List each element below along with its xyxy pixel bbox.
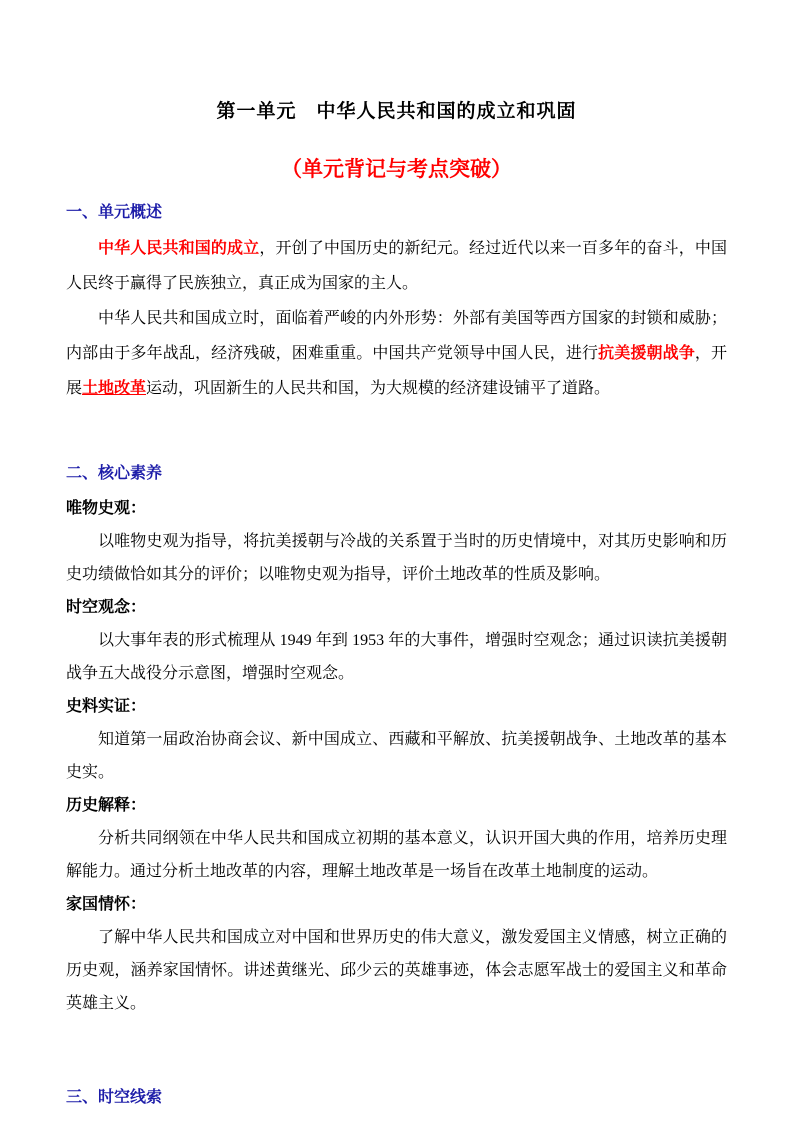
overview-paragraph-2 bbox=[66, 301, 727, 406]
section-timeline-heading: 三、时空线索 bbox=[66, 1089, 163, 1106]
core-item-text: 分析共同纲领在中华人民共和国成立初期的基本意义，认识开国大典的作用，培养历史理解能力。通过分析土地改革的内容，理解土地改革是一场旨在改革土地制度的运动。 bbox=[66, 830, 727, 880]
emphasis-land-reform: 土地改革 bbox=[82, 380, 147, 397]
core-item-text: 以唯物史观为指导，将抗美援朝与冷战的关系置于当时的历史情境中，对其历史影响和历史功绩做恰如其分的评价；以唯物史观为指导，评价土地改革的性质及影响。 bbox=[66, 533, 727, 583]
core-item-text: 了解中华人民共和国成立对中国和世界历史的伟大意义，激发爱国主义情感，树立正确的历史观，涵养家国情怀。讲述黄继光、邱少云的英雄事迹，体会志愿军战士的爱国主义和革命英雄主义。 bbox=[66, 929, 727, 1012]
core-item-label: 历史解释： bbox=[66, 797, 147, 814]
core-item-national-sentiment bbox=[66, 888, 727, 1020]
spacer bbox=[66, 1020, 727, 1064]
core-item-materialist-history bbox=[66, 492, 727, 591]
overview-paragraph-1 bbox=[66, 231, 727, 301]
overview-paragraph-2-part3: 运动，巩固新生的人民共和国，为大规模的经济建设铺平了道路。 bbox=[146, 380, 611, 397]
section-overview-heading: 一、单元概述 bbox=[66, 204, 163, 221]
core-item-spacetime-concept bbox=[66, 591, 727, 690]
document-title: 第一单元 中华人民共和国的成立和巩固 bbox=[216, 101, 577, 122]
core-item-label: 时空观念： bbox=[66, 599, 147, 616]
core-item-historical-evidence bbox=[66, 690, 727, 789]
document-subtitle: （单元背记与考点突破） bbox=[281, 158, 512, 181]
emphasis-korean-war: 抗美援朝战争 bbox=[598, 345, 695, 362]
spacer bbox=[66, 406, 727, 440]
core-item-text: 知道第一届政治协商会议、新中国成立、西藏和平解放、抗美援朝战争、土地改革的基本史实。 bbox=[66, 731, 727, 781]
overview-paragraph-1-text: ，开创了中国历史的新纪元。经过近代以来一百多年的奋斗，中国人民终于赢得了民族独立，真正成为国家的主人。 bbox=[66, 240, 727, 292]
core-item-text: 以大事年表的形式梳理从 1949 年到 1953 年的大事件，增强时空观念；通过识读抗美援朝战争五大战役分示意图，增强时空观念。 bbox=[66, 632, 727, 682]
overview-paragraph-2-part1: 中华人民共和国成立时，面临着严峻的内外形势：外部有美国等西方国家的封锁和威胁；内部由于多年战乱，经济残破，困难重重。中国共产党领导中国人民，进行 bbox=[66, 310, 727, 362]
core-item-historical-interpretation bbox=[66, 789, 727, 888]
core-item-label: 史料实证： bbox=[66, 698, 147, 715]
section-core-literacy-heading: 二、核心素养 bbox=[66, 465, 163, 482]
emphasis-founding-prc: 中华人民共和国的成立 bbox=[98, 240, 260, 257]
core-item-label: 家国情怀： bbox=[66, 896, 147, 913]
overview-paragraph-2-part2: ，开展 bbox=[66, 345, 727, 397]
core-item-label: 唯物史观： bbox=[66, 500, 147, 517]
